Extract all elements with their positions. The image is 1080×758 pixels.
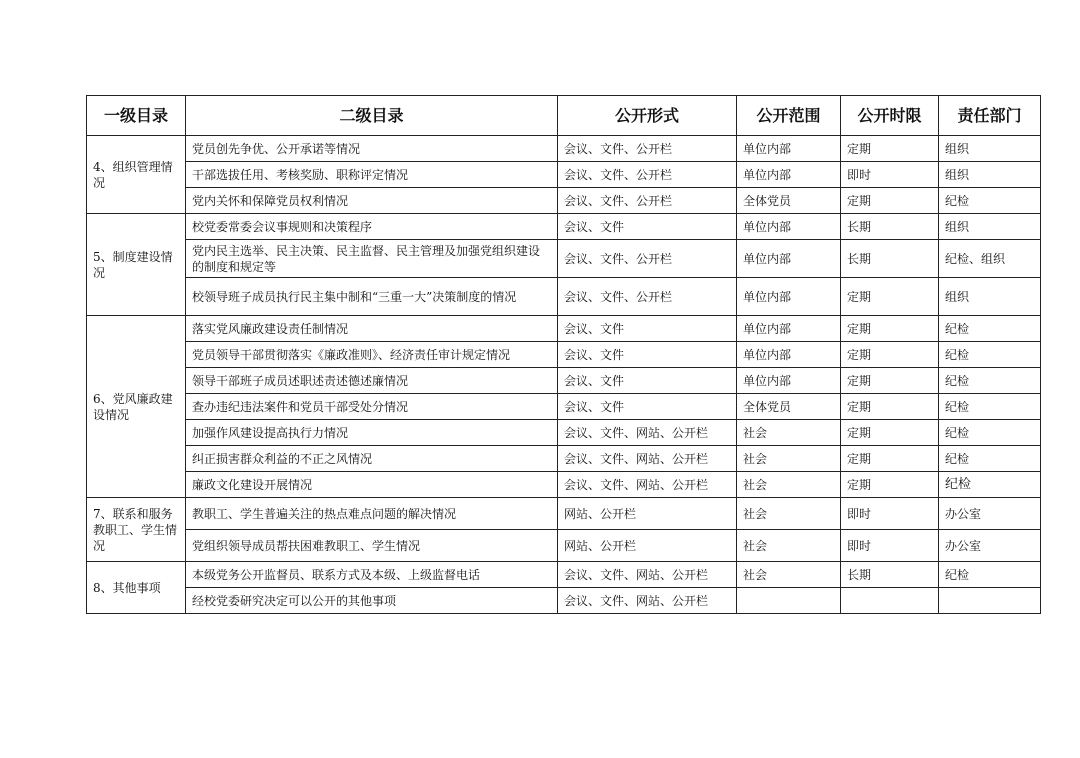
header-scope: 公开范围 xyxy=(737,96,841,136)
form-cell: 会议、文件、网站、公开栏 xyxy=(558,562,737,588)
scope-cell: 社会 xyxy=(737,446,841,472)
scope-cell: 社会 xyxy=(737,530,841,562)
scope-cell: 单位内部 xyxy=(737,240,841,278)
table-row xyxy=(87,562,1041,588)
table-row xyxy=(87,188,1041,214)
table-row xyxy=(87,240,1041,278)
time-cell: 长期 xyxy=(841,214,939,240)
dept-cell: 组织 xyxy=(939,214,1041,240)
item-cell: 党员领导干部贯彻落实《廉政准则》、经济责任审计规定情况 xyxy=(186,342,558,368)
item-cell: 党员创先争优、公开承诺等情况 xyxy=(186,136,558,162)
dept-cell: 纪检 xyxy=(939,420,1041,446)
time-cell: 定期 xyxy=(841,420,939,446)
scope-cell xyxy=(737,588,841,614)
item-cell: 校党委常委会议事规则和决策程序 xyxy=(186,214,558,240)
item-cell: 领导干部班子成员述职述责述德述廉情况 xyxy=(186,368,558,394)
table-row xyxy=(87,446,1041,472)
table-row xyxy=(87,420,1041,446)
table-row xyxy=(87,498,1041,530)
table-row xyxy=(87,214,1041,240)
header-level2: 二级目录 xyxy=(186,96,558,136)
item-cell: 党组织领导成员帮扶困难教职工、学生情况 xyxy=(186,530,558,562)
form-cell: 会议、文件 xyxy=(558,214,737,240)
form-cell: 会议、文件 xyxy=(558,316,737,342)
disclosure-table xyxy=(86,95,1041,614)
item-cell: 落实党风廉政建设责任制情况 xyxy=(186,316,558,342)
time-cell: 定期 xyxy=(841,368,939,394)
time-cell xyxy=(841,588,939,614)
time-cell: 定期 xyxy=(841,446,939,472)
table-row xyxy=(87,342,1041,368)
scope-cell: 全体党员 xyxy=(737,394,841,420)
form-cell: 会议、文件 xyxy=(558,342,737,368)
time-cell: 定期 xyxy=(841,316,939,342)
category-cell: 8、其他事项 xyxy=(87,562,186,614)
form-cell: 会议、文件、公开栏 xyxy=(558,240,737,278)
time-cell: 定期 xyxy=(841,136,939,162)
form-cell: 会议、文件、公开栏 xyxy=(558,278,737,316)
dept-cell: 纪检 xyxy=(939,562,1041,588)
time-cell: 即时 xyxy=(841,162,939,188)
item-cell: 加强作风建设提高执行力情况 xyxy=(186,420,558,446)
time-cell: 长期 xyxy=(841,562,939,588)
scope-cell: 单位内部 xyxy=(737,342,841,368)
item-cell: 党内民主选举、民主决策、民主监督、民主管理及加强党组织建设的制度和规定等 xyxy=(186,240,558,278)
form-cell: 网站、公开栏 xyxy=(558,530,737,562)
scope-cell: 单位内部 xyxy=(737,278,841,316)
category-cell: 6、党风廉政建设情况 xyxy=(87,316,186,498)
scope-cell: 全体党员 xyxy=(737,188,841,214)
item-cell: 本级党务公开监督员、联系方式及本级、上级监督电话 xyxy=(186,562,558,588)
form-cell: 会议、文件、网站、公开栏 xyxy=(558,446,737,472)
item-cell: 校领导班子成员执行民主集中制和“三重一大”决策制度的情况 xyxy=(186,278,558,316)
category-cell: 4、组织管理情况 xyxy=(87,136,186,214)
time-cell: 定期 xyxy=(841,342,939,368)
dept-cell: 纪检 xyxy=(939,446,1041,472)
table-row xyxy=(87,530,1041,562)
table-row xyxy=(87,472,1041,498)
dept-cell: 纪检 xyxy=(939,188,1041,214)
time-cell: 长期 xyxy=(841,240,939,278)
table-row xyxy=(87,162,1041,188)
dept-cell: 办公室 xyxy=(939,498,1041,530)
header-time: 公开时限 xyxy=(841,96,939,136)
form-cell: 网站、公开栏 xyxy=(558,498,737,530)
dept-cell: 纪检、组织 xyxy=(939,240,1041,278)
header-row xyxy=(87,96,1041,136)
scope-cell: 社会 xyxy=(737,562,841,588)
form-cell: 会议、文件、公开栏 xyxy=(558,136,737,162)
header-form: 公开形式 xyxy=(558,96,737,136)
scope-cell: 社会 xyxy=(737,472,841,498)
scope-cell: 社会 xyxy=(737,420,841,446)
item-cell: 党内关怀和保障党员权利情况 xyxy=(186,188,558,214)
item-cell: 教职工、学生普遍关注的热点难点问题的解决情况 xyxy=(186,498,558,530)
scope-cell: 单位内部 xyxy=(737,316,841,342)
dept-cell: 纪检 xyxy=(939,472,1041,498)
table-row xyxy=(87,368,1041,394)
scope-cell: 社会 xyxy=(737,498,841,530)
scope-cell: 单位内部 xyxy=(737,162,841,188)
time-cell: 定期 xyxy=(841,188,939,214)
time-cell: 定期 xyxy=(841,472,939,498)
category-cell: 7、联系和服务教职工、学生情况 xyxy=(87,498,186,562)
form-cell: 会议、文件、网站、公开栏 xyxy=(558,472,737,498)
scope-cell: 单位内部 xyxy=(737,214,841,240)
item-cell: 干部选拔任用、考核奖励、职称评定情况 xyxy=(186,162,558,188)
form-cell: 会议、文件、网站、公开栏 xyxy=(558,420,737,446)
scope-cell: 单位内部 xyxy=(737,136,841,162)
dept-cell xyxy=(939,588,1041,614)
dept-cell: 组织 xyxy=(939,162,1041,188)
dept-cell: 纪检 xyxy=(939,394,1041,420)
time-cell: 即时 xyxy=(841,498,939,530)
table-row xyxy=(87,394,1041,420)
table-row xyxy=(87,136,1041,162)
form-cell: 会议、文件、公开栏 xyxy=(558,188,737,214)
form-cell: 会议、文件、公开栏 xyxy=(558,162,737,188)
dept-cell: 办公室 xyxy=(939,530,1041,562)
category-cell: 5、制度建设情况 xyxy=(87,214,186,316)
dept-cell: 纪检 xyxy=(939,342,1041,368)
item-cell: 纠正损害群众利益的不正之风情况 xyxy=(186,446,558,472)
time-cell: 定期 xyxy=(841,394,939,420)
table-row xyxy=(87,278,1041,316)
time-cell: 即时 xyxy=(841,530,939,562)
header-level1: 一级目录 xyxy=(87,96,186,136)
table-row xyxy=(87,588,1041,614)
dept-cell: 纪检 xyxy=(939,368,1041,394)
header-dept: 责任部门 xyxy=(939,96,1041,136)
form-cell: 会议、文件、网站、公开栏 xyxy=(558,588,737,614)
item-cell: 经校党委研究决定可以公开的其他事项 xyxy=(186,588,558,614)
form-cell: 会议、文件 xyxy=(558,368,737,394)
scope-cell: 单位内部 xyxy=(737,368,841,394)
time-cell: 定期 xyxy=(841,278,939,316)
table-row xyxy=(87,316,1041,342)
item-cell: 查办违纪违法案件和党员干部受处分情况 xyxy=(186,394,558,420)
dept-cell: 组织 xyxy=(939,136,1041,162)
form-cell: 会议、文件 xyxy=(558,394,737,420)
item-cell: 廉政文化建设开展情况 xyxy=(186,472,558,498)
dept-cell: 纪检 xyxy=(939,316,1041,342)
dept-cell: 组织 xyxy=(939,278,1041,316)
